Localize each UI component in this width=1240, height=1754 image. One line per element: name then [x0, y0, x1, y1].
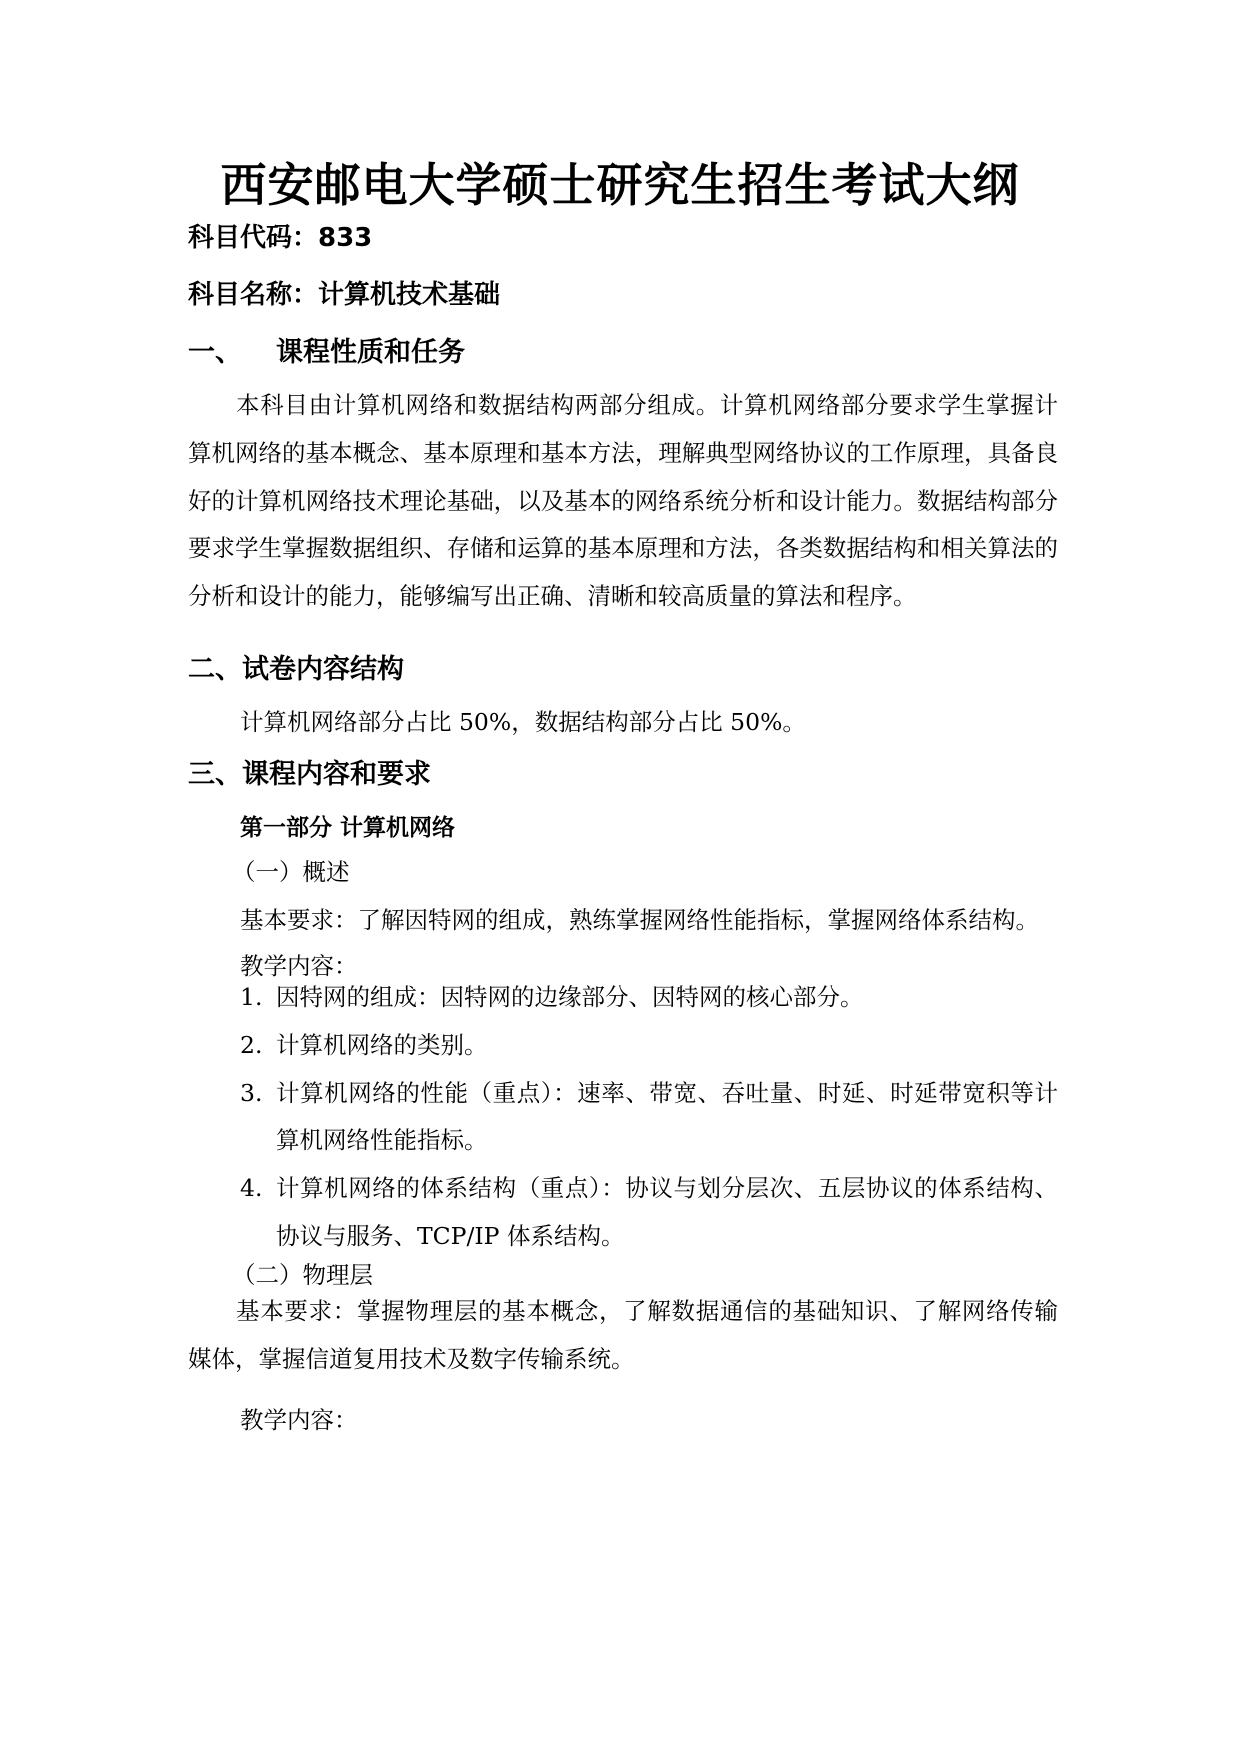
part-1-heading: 第一部分 计算机网络 [240, 815, 456, 841]
page-title: 西安邮电大学硕士研究生招生考试大纲 [220, 158, 1020, 212]
chapter-1-list [240, 974, 1058, 1261]
chapter-2-requirement: 基本要求：掌握物理层的基本概念，了解数据通信的基础知识、了解网络传输媒体，掌握信道复用技术及数字传输系统。 [188, 1297, 1058, 1373]
list-item-text: 计算机网络的体系结构（重点）：协议与划分层次、五层协议的体系结构、协议与服务、TCP/IP 体系结构。 [276, 1174, 1058, 1250]
list-item-text: 计算机网络的类别。 [276, 1030, 488, 1059]
chapter-2-teaching-label: 教学内容： [240, 1406, 358, 1434]
list-item [240, 1070, 1058, 1166]
subject-name: 科目名称：计算机技术基础 [188, 280, 501, 310]
chapter-1-title: （一）概述 [232, 858, 350, 886]
section-1-body: 本科目由计算机网络和数据结构两部分组成。计算机网络部分要求学生掌握计算机网络的基本概念、基本原理和基本方法，理解典型网络协议的工作原理，具备良好的计算机网络技术理论基础，以及基本的网络系统分析和设计能力。数据结构部分要求学生掌握数据组织、存储和运算的基本原理和方法，各类数据结构和相关算法的分析和设计的能力，能够编写出正确、清晰和较高质量的算法和程序。 [188, 391, 1058, 611]
list-item-text: 因特网的组成：因特网的边缘部分、因特网的核心部分。 [276, 983, 864, 1011]
list-item-number: 2. [240, 1030, 263, 1059]
chapter-1-requirement: 基本要求：了解因特网的组成，熟练掌握网络性能指标，掌握网络体系结构。 [240, 906, 1039, 934]
chapter-2-title: （二）物理层 [232, 1261, 373, 1289]
section-3-heading: 三、课程内容和要求 [188, 759, 431, 790]
list-item [240, 974, 1058, 1022]
subject-code: 科目代码：833 [188, 223, 373, 253]
section-2-body: 计算机网络部分占比 50%，数据结构部分占比 50%。 [240, 708, 806, 736]
list-item-number: 1. [240, 983, 263, 1011]
section-2-heading: 二、试卷内容结构 [188, 654, 404, 685]
list-item [240, 1022, 1058, 1070]
section-1-number: 一、 [188, 337, 242, 368]
list-item [240, 1165, 1058, 1261]
list-item-number: 3. [240, 1078, 263, 1107]
section-1-heading [188, 333, 465, 373]
list-item-text: 计算机网络的性能（重点）：速率、带宽、吞吐量、时延、时延带宽积等计算机网络性能指标。 [276, 1078, 1058, 1155]
section-1-title: 课程性质和任务 [276, 337, 465, 368]
chapter-1-teaching-label: 教学内容： [240, 952, 358, 980]
list-item-number: 4. [240, 1174, 263, 1203]
